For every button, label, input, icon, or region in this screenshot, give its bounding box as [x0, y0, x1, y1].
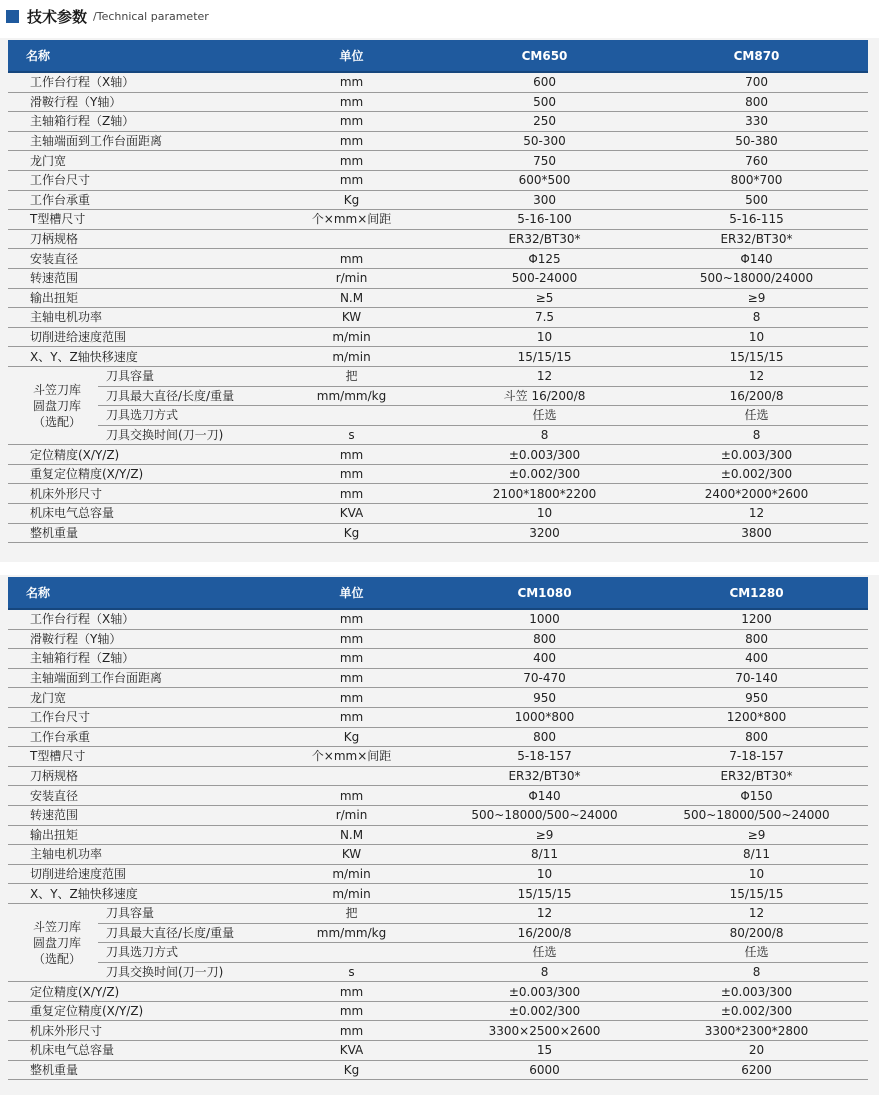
row-value-a: 10: [444, 504, 645, 524]
row-label: 工作台承重: [8, 727, 259, 747]
row-value-a: 8: [444, 962, 645, 982]
table-row: [8, 668, 868, 688]
row-label: 机床外形尺寸: [8, 484, 259, 504]
table-row: [8, 268, 868, 288]
row-value-b: ≥9: [645, 825, 868, 845]
row-unit: [259, 766, 444, 786]
row-value-b: ≥9: [645, 288, 868, 308]
table-row: [8, 707, 868, 727]
row-value-b: 500~18000/24000: [645, 268, 868, 288]
group-label-line: （选配）: [32, 951, 81, 966]
row-unit: mm: [259, 1001, 444, 1021]
header-name: 名称: [8, 40, 259, 72]
section-heading: [6, 6, 209, 26]
group-row: [8, 386, 868, 406]
table-row: [8, 747, 868, 767]
row-unit: mm: [259, 786, 444, 806]
row-value-b: 700: [645, 72, 868, 92]
row-value-a: 400: [444, 649, 645, 669]
row-unit: mm: [259, 707, 444, 727]
row-unit: KW: [259, 845, 444, 865]
row-value-b: 12: [645, 504, 868, 524]
row-value-b: Φ150: [645, 786, 868, 806]
row-value-b: 760: [645, 151, 868, 171]
table-row: [8, 1041, 868, 1061]
row-value-a: 1000: [444, 609, 645, 629]
row-unit: mm: [259, 72, 444, 92]
group-row: [8, 923, 868, 943]
row-value-a: 10: [444, 864, 645, 884]
tool-magazine-group-label: [8, 903, 98, 981]
row-label: 工作台行程（X轴）: [8, 609, 259, 629]
row-unit: mm: [259, 170, 444, 190]
row-unit: Kg: [259, 727, 444, 747]
row-label: 切削进给速度范围: [8, 864, 259, 884]
table-row: [8, 112, 868, 132]
table-row: [8, 484, 868, 504]
row-unit: m/min: [259, 884, 444, 904]
table-row: [8, 1060, 868, 1080]
heading-square-icon: [6, 10, 19, 23]
group-label-line: 斗笠刀库: [32, 382, 81, 397]
row-label: 工作台尺寸: [8, 170, 259, 190]
row-label: X、Y、Z轴快移速度: [8, 884, 259, 904]
table-row: [8, 523, 868, 543]
table-row: [8, 609, 868, 629]
table-row: [8, 229, 868, 249]
row-value-b: ER32/BT30*: [645, 229, 868, 249]
row-value-a: 3200: [444, 523, 645, 543]
group-sub-label: 刀具最大直径/长度/重量: [98, 923, 259, 943]
table-row: [8, 864, 868, 884]
row-value-b: Φ140: [645, 249, 868, 269]
row-value-a: 800: [444, 727, 645, 747]
group-label-line: 圆盘刀库: [32, 935, 81, 950]
row-label: 龙门宽: [8, 688, 259, 708]
row-value-a: ER32/BT30*: [444, 229, 645, 249]
row-unit: [259, 229, 444, 249]
row-unit: 把: [259, 903, 444, 923]
row-label: 主轴电机功率: [8, 308, 259, 328]
row-label: 安装直径: [8, 786, 259, 806]
group-row: [8, 903, 868, 923]
group-sub-label: 刀具选刀方式: [98, 406, 259, 426]
row-value-b: 500: [645, 190, 868, 210]
row-unit: s: [259, 962, 444, 982]
row-unit: mm/mm/kg: [259, 386, 444, 406]
row-unit: mm: [259, 629, 444, 649]
group-label-line: （选配）: [32, 414, 81, 429]
row-unit: s: [259, 425, 444, 445]
row-label: 切削进给速度范围: [8, 327, 259, 347]
group-sub-label: 刀具容量: [98, 366, 259, 386]
heading-title: 技术参数: [27, 7, 88, 26]
row-unit: mm: [259, 484, 444, 504]
row-value-a: 500-24000: [444, 268, 645, 288]
row-value-b: 7-18-157: [645, 747, 868, 767]
row-value-a: 5-16-100: [444, 210, 645, 230]
row-label: 主轴端面到工作台面距离: [8, 668, 259, 688]
row-unit: mm: [259, 249, 444, 269]
table-row: [8, 786, 868, 806]
row-label: 重复定位精度(X/Y/Z): [8, 464, 259, 484]
table-row: [8, 649, 868, 669]
spec-table-1: [8, 40, 868, 543]
row-value-b: 950: [645, 688, 868, 708]
table-row: [8, 805, 868, 825]
table-header: [8, 577, 868, 609]
group-row: [8, 406, 868, 426]
row-label: 整机重量: [8, 523, 259, 543]
row-value-a: 任选: [444, 943, 645, 963]
row-unit: mm: [259, 688, 444, 708]
row-value-a: 16/200/8: [444, 923, 645, 943]
row-value-b: 8/11: [645, 845, 868, 865]
row-value-a: 15/15/15: [444, 884, 645, 904]
row-value-a: 70-470: [444, 668, 645, 688]
row-value-a: 斗笠 16/200/8: [444, 386, 645, 406]
table-row: [8, 210, 868, 230]
row-value-b: 8: [645, 308, 868, 328]
row-unit: [259, 943, 444, 963]
group-row: [8, 943, 868, 963]
row-value-b: 400: [645, 649, 868, 669]
row-unit: mm: [259, 649, 444, 669]
row-unit: 把: [259, 366, 444, 386]
row-label: T型槽尺寸: [8, 210, 259, 230]
row-value-a: 500: [444, 92, 645, 112]
row-value-b: 2400*2000*2600: [645, 484, 868, 504]
row-value-a: ≥5: [444, 288, 645, 308]
row-value-b: 50-380: [645, 131, 868, 151]
row-value-a: 950: [444, 688, 645, 708]
row-unit: mm: [259, 151, 444, 171]
row-unit: N.M: [259, 288, 444, 308]
table-body: [8, 609, 868, 1080]
row-label: 工作台行程（X轴）: [8, 72, 259, 92]
row-label: T型槽尺寸: [8, 747, 259, 767]
tool-magazine-group-label: [8, 366, 98, 444]
row-value-a: Φ125: [444, 249, 645, 269]
table-row: [8, 327, 868, 347]
row-value-a: 7.5: [444, 308, 645, 328]
row-label: 工作台尺寸: [8, 707, 259, 727]
row-value-b: 330: [645, 112, 868, 132]
row-value-b: ±0.003/300: [645, 445, 868, 465]
row-value-b: 20: [645, 1041, 868, 1061]
row-value-b: 3800: [645, 523, 868, 543]
header-name: 名称: [8, 577, 259, 609]
row-value-a: ER32/BT30*: [444, 766, 645, 786]
row-unit: mm: [259, 131, 444, 151]
row-value-a: 15/15/15: [444, 347, 645, 367]
group-sub-label: 刀具选刀方式: [98, 943, 259, 963]
table-row: [8, 982, 868, 1002]
row-value-b: 任选: [645, 943, 868, 963]
row-value-a: 1000*800: [444, 707, 645, 727]
group-sub-label: 刀具最大直径/长度/重量: [98, 386, 259, 406]
group-row: [8, 962, 868, 982]
table-row: [8, 72, 868, 92]
row-value-b: 16/200/8: [645, 386, 868, 406]
table-row: [8, 766, 868, 786]
row-value-a: 800: [444, 629, 645, 649]
row-label: 滑鞍行程（Y轴）: [8, 629, 259, 649]
row-label: 机床电气总容量: [8, 1041, 259, 1061]
row-label: 刀柄规格: [8, 229, 259, 249]
row-unit: Kg: [259, 523, 444, 543]
row-unit: N.M: [259, 825, 444, 845]
row-value-b: 任选: [645, 406, 868, 426]
row-value-a: 600: [444, 72, 645, 92]
row-value-a: ±0.003/300: [444, 445, 645, 465]
row-unit: m/min: [259, 347, 444, 367]
heading-subtitle: /Technical parameter: [93, 9, 209, 23]
header-unit: 单位: [259, 40, 444, 72]
table-row: [8, 845, 868, 865]
spec-table-2: [8, 577, 868, 1080]
row-label: 输出扭矩: [8, 825, 259, 845]
row-value-a: 300: [444, 190, 645, 210]
row-value-b: 5-16-115: [645, 210, 868, 230]
table-row: [8, 1021, 868, 1041]
row-value-a: 600*500: [444, 170, 645, 190]
row-value-a: 2100*1800*2200: [444, 484, 645, 504]
row-label: 工作台承重: [8, 190, 259, 210]
header-unit: 单位: [259, 577, 444, 609]
row-value-a: Φ140: [444, 786, 645, 806]
table-row: [8, 131, 868, 151]
row-value-a: 12: [444, 366, 645, 386]
row-value-b: 15/15/15: [645, 884, 868, 904]
row-unit: KW: [259, 308, 444, 328]
row-value-b: 10: [645, 327, 868, 347]
row-value-b: 800: [645, 92, 868, 112]
row-label: 安装直径: [8, 249, 259, 269]
table-header: [8, 40, 868, 72]
row-value-a: 500~18000/500~24000: [444, 805, 645, 825]
row-label: 重复定位精度(X/Y/Z): [8, 1001, 259, 1021]
row-value-b: 500~18000/500~24000: [645, 805, 868, 825]
header-model-b: CM870: [645, 40, 868, 72]
row-label: 机床电气总容量: [8, 504, 259, 524]
row-value-b: ±0.002/300: [645, 1001, 868, 1021]
row-unit: mm: [259, 668, 444, 688]
table-row: [8, 504, 868, 524]
row-value-b: 6200: [645, 1060, 868, 1080]
row-value-a: 50-300: [444, 131, 645, 151]
group-row: [8, 425, 868, 445]
table-row: [8, 308, 868, 328]
spec-panel-2: [0, 575, 879, 1095]
group-label-line: 圆盘刀库: [32, 398, 81, 413]
row-label: X、Y、Z轴快移速度: [8, 347, 259, 367]
row-value-a: 8/11: [444, 845, 645, 865]
row-value-a: 10: [444, 327, 645, 347]
table-row: [8, 825, 868, 845]
table-row: [8, 445, 868, 465]
row-value-a: 12: [444, 903, 645, 923]
table-row: [8, 884, 868, 904]
row-label: 刀柄规格: [8, 766, 259, 786]
header-row: [8, 577, 868, 609]
row-label: 输出扭矩: [8, 288, 259, 308]
header-model-a: CM650: [444, 40, 645, 72]
row-unit: mm: [259, 464, 444, 484]
row-unit: mm: [259, 609, 444, 629]
row-label: 整机重量: [8, 1060, 259, 1080]
row-value-b: 8: [645, 962, 868, 982]
group-sub-label: 刀具交换时间(刀一刀): [98, 962, 259, 982]
row-unit: mm: [259, 92, 444, 112]
row-value-a: ±0.003/300: [444, 982, 645, 1002]
group-row: [8, 366, 868, 386]
row-label: 定位精度(X/Y/Z): [8, 445, 259, 465]
row-unit: KVA: [259, 504, 444, 524]
table-row: [8, 190, 868, 210]
row-value-a: 750: [444, 151, 645, 171]
table-row: [8, 347, 868, 367]
row-label: 龙门宽: [8, 151, 259, 171]
row-label: 主轴端面到工作台面距离: [8, 131, 259, 151]
row-unit: mm: [259, 445, 444, 465]
row-value-b: 800*700: [645, 170, 868, 190]
row-value-a: ±0.002/300: [444, 1001, 645, 1021]
row-value-a: 6000: [444, 1060, 645, 1080]
row-unit: KVA: [259, 1041, 444, 1061]
row-label: 主轴箱行程（Z轴）: [8, 112, 259, 132]
row-unit: m/min: [259, 327, 444, 347]
table-row: [8, 249, 868, 269]
group-sub-label: 刀具交换时间(刀一刀): [98, 425, 259, 445]
row-unit: [259, 406, 444, 426]
table-row: [8, 464, 868, 484]
row-unit: Kg: [259, 190, 444, 210]
row-value-a: ±0.002/300: [444, 464, 645, 484]
table-row: [8, 629, 868, 649]
row-value-b: 15/15/15: [645, 347, 868, 367]
table-body: [8, 72, 868, 543]
table-row: [8, 92, 868, 112]
row-value-b: ±0.003/300: [645, 982, 868, 1002]
row-unit: Kg: [259, 1060, 444, 1080]
spec-panel-1: [0, 38, 879, 562]
row-unit: mm: [259, 1021, 444, 1041]
header-model-b: CM1280: [645, 577, 868, 609]
header-model-a: CM1080: [444, 577, 645, 609]
row-unit: m/min: [259, 864, 444, 884]
row-value-a: 8: [444, 425, 645, 445]
row-label: 主轴电机功率: [8, 845, 259, 865]
row-unit: mm: [259, 982, 444, 1002]
group-sub-label: 刀具容量: [98, 903, 259, 923]
row-unit: mm/mm/kg: [259, 923, 444, 943]
row-value-a: 5-18-157: [444, 747, 645, 767]
row-value-b: ±0.002/300: [645, 464, 868, 484]
row-value-b: 80/200/8: [645, 923, 868, 943]
row-unit: 个×mm×间距: [259, 210, 444, 230]
row-unit: mm: [259, 112, 444, 132]
row-value-b: 12: [645, 366, 868, 386]
row-value-b: 8: [645, 425, 868, 445]
row-value-b: 70-140: [645, 668, 868, 688]
row-value-b: 3300*2300*2800: [645, 1021, 868, 1041]
table-row: [8, 727, 868, 747]
row-label: 机床外形尺寸: [8, 1021, 259, 1041]
row-unit: r/min: [259, 805, 444, 825]
row-label: 转速范围: [8, 268, 259, 288]
row-label: 滑鞍行程（Y轴）: [8, 92, 259, 112]
row-value-a: 15: [444, 1041, 645, 1061]
row-value-b: 800: [645, 727, 868, 747]
table-row: [8, 151, 868, 171]
row-value-a: 3300×2500×2600: [444, 1021, 645, 1041]
row-label: 转速范围: [8, 805, 259, 825]
row-value-b: 800: [645, 629, 868, 649]
table-row: [8, 688, 868, 708]
row-value-a: 250: [444, 112, 645, 132]
group-label-line: 斗笠刀库: [32, 919, 81, 934]
table-row: [8, 170, 868, 190]
row-label: 主轴箱行程（Z轴）: [8, 649, 259, 669]
table-row: [8, 288, 868, 308]
row-value-b: 10: [645, 864, 868, 884]
row-value-a: ≥9: [444, 825, 645, 845]
row-value-b: 1200*800: [645, 707, 868, 727]
row-unit: 个×mm×间距: [259, 747, 444, 767]
row-unit: r/min: [259, 268, 444, 288]
table-row: [8, 1001, 868, 1021]
header-row: [8, 40, 868, 72]
row-value-b: 1200: [645, 609, 868, 629]
row-label: 定位精度(X/Y/Z): [8, 982, 259, 1002]
row-value-b: 12: [645, 903, 868, 923]
row-value-a: 任选: [444, 406, 645, 426]
row-value-b: ER32/BT30*: [645, 766, 868, 786]
